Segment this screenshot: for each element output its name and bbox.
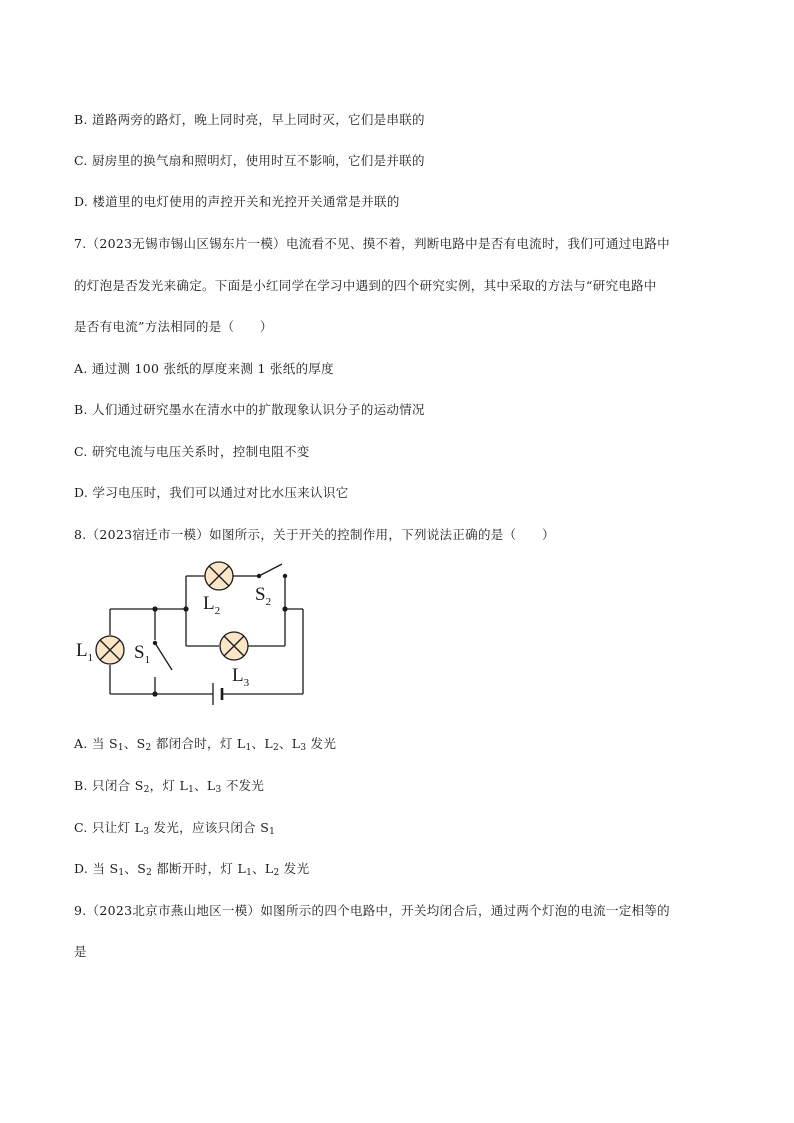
junction-dot bbox=[282, 606, 287, 611]
q7-stem-line2: 的灯泡是否发光来确定。下面是小红同学在学习中遇到的四个研究实例，其中采取的方法与“研究电路中 bbox=[74, 278, 657, 293]
label-l3: $L_3$ bbox=[232, 665, 250, 689]
lamp-l3-icon bbox=[220, 632, 248, 660]
switch-s2-pivot bbox=[257, 574, 261, 578]
switch-s1-pivot bbox=[153, 641, 157, 645]
q8-circuit-diagram bbox=[70, 557, 320, 717]
q8-option-c: C. 只让灯 $L_3$ 发光，应该只闭合 $S_1$ bbox=[74, 820, 276, 837]
junction-dot bbox=[152, 691, 157, 696]
q7-stem-line1: 7.（2023无锡市锡山区锡东片一模）电流看不见、摸不着，判断电路中是否有电流时，我们可通过电路中 bbox=[74, 236, 670, 251]
switch-s1-blade bbox=[155, 643, 172, 670]
q6-option-d: D. 楼道里的电灯使用的声控开关和光控开关通常是并联的 bbox=[74, 194, 400, 209]
q6-option-b: B. 道路两旁的路灯，晚上同时亮，早上同时灭，它们是串联的 bbox=[74, 112, 425, 127]
q7-stem-line3: 是否有电流”方法相同的是（ ） bbox=[74, 319, 273, 334]
q9-stem-line1: 9.（2023北京市燕山地区一模）如图所示的四个电路中，开关均闭合后，通过两个灯泡的电流一定相等的 bbox=[74, 903, 670, 918]
label-s2: $S_2$ bbox=[255, 584, 272, 608]
q9-stem-line2: 是 bbox=[74, 944, 87, 959]
label-l1: $L_1$ bbox=[76, 640, 94, 664]
q8-option-d: D. 当 $S_1$、$S_2$ 都断开时，灯 $L_1$、$L_2$ 发光 bbox=[74, 861, 310, 878]
q8-option-b: B. 只闭合 $S_2$，灯 $L_1$、$L_3$ 不发光 bbox=[74, 778, 265, 795]
q7-option-b: B. 人们通过研究墨水在清水中的扩散现象认识分子的运动情况 bbox=[74, 402, 425, 417]
q8-stem: 8.（2023宿迁市一模）如图所示，关于开关的控制作用，下列说法正确的是（ ） bbox=[74, 527, 555, 542]
lamp-l1-icon bbox=[96, 636, 124, 664]
q7-option-c: C. 研究电流与电压关系时，控制电阻不变 bbox=[74, 444, 310, 459]
label-s1: $S_1$ bbox=[134, 642, 151, 666]
q7-option-a: A. 通过测 100 张纸的厚度来测 1 张纸的厚度 bbox=[74, 361, 334, 376]
lamp-l2-icon bbox=[205, 562, 233, 590]
label-l2: $L_2$ bbox=[203, 593, 221, 617]
q7-option-d: D. 学习电压时，我们可以通过对比水压来认识它 bbox=[74, 485, 349, 500]
junction-dot bbox=[183, 606, 188, 611]
junction-dot bbox=[152, 606, 157, 611]
switch-s2-blade bbox=[259, 564, 282, 576]
q6-option-c: C. 厨房里的换气扇和照明灯，使用时互不影响，它们是并联的 bbox=[74, 153, 425, 168]
switch-s2-contact bbox=[283, 574, 287, 578]
q8-option-a: A. 当 $S_1$、$S_2$ 都闭合时，灯 $L_1$、$L_2$、$L_3$ 发光 bbox=[74, 736, 337, 753]
